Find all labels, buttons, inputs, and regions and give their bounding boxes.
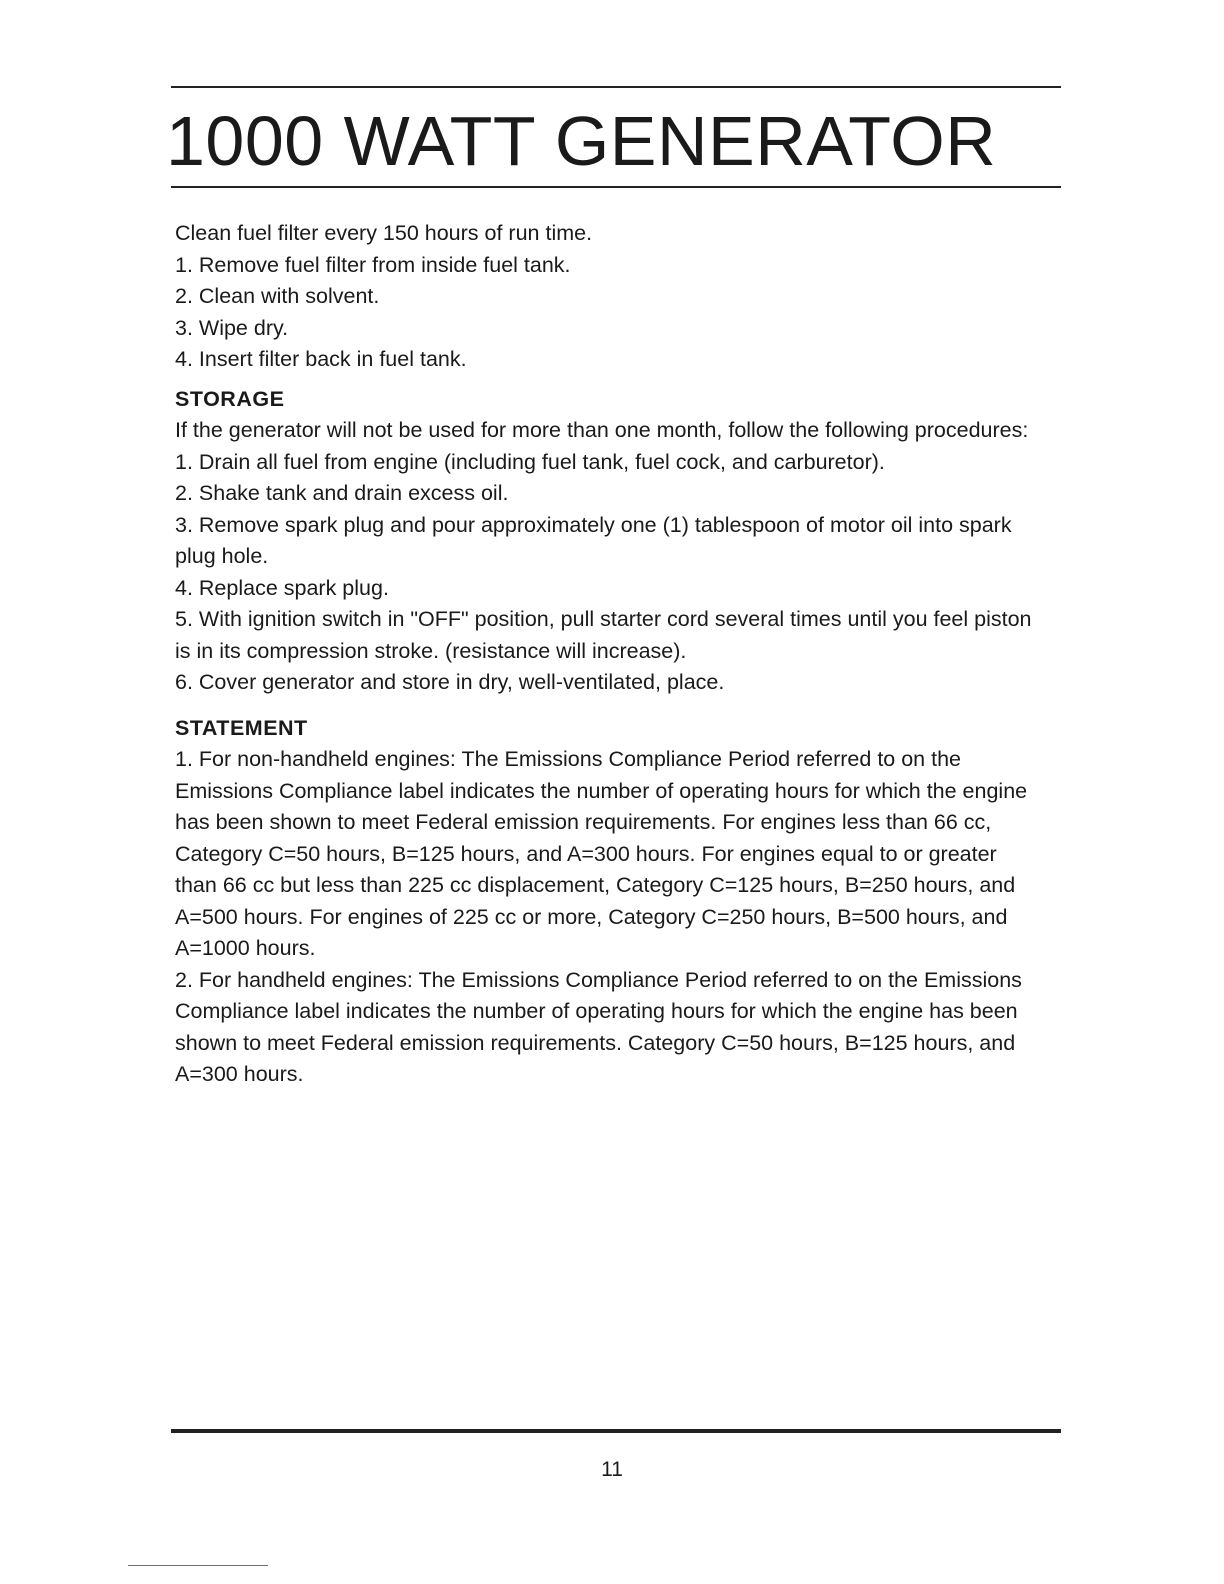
top-rule: [171, 86, 1061, 88]
storage-step: 2. Shake tank and drain excess oil.: [175, 481, 509, 505]
page-number: 11: [601, 1458, 623, 1481]
section-spacer: [175, 699, 1035, 705]
storage-section: [175, 384, 1035, 699]
statement-section: [175, 713, 1035, 1091]
statement-item: 2. For handheld engines: The Emissions Compliance Period referred to on the Emissions Compliance label indicates the number of operating hours for which the engine has been shown to meet Federal emission requirements. Category C=50 hours, B=125 hours, and A=300 hours.: [175, 967, 1022, 1086]
storage-step: 6. Cover generator and store in dry, well-ventilated, place.: [175, 670, 725, 694]
page-title: 1000 WATT GENERATOR: [166, 102, 997, 180]
fuel-filter-step: 1. Remove fuel filter from inside fuel tank.: [175, 252, 571, 277]
fuel-filter-section: [175, 218, 1035, 376]
corner-underline-mark: [128, 1565, 268, 1566]
storage-step: 5. With ignition switch in "OFF" position, pull starter cord several times until you feel piston is in its compression stroke. (resistance will increase).: [175, 607, 1032, 663]
statement-item: 1. For non-handheld engines: The Emissions Compliance Period referred to on the Emissions Compliance label indicates the number of operating hours for which the engine has been shown to meet Federal emission requirements. For engines less than 66 cc, Category C=50 hours, B=125 hours, and A=300 hours. For engines equal to or greater than 66 cc but less than 225 cc displacement, Category C=125 hours, B=250 hours, and A=500 hours. For engines of 225 cc or more, Category C=250 hours, B=500 hours, and A=1000 hours.: [175, 747, 1028, 960]
page-content: [175, 218, 1035, 1091]
fuel-filter-step: 4. Insert filter back in fuel tank.: [175, 347, 467, 371]
storage-step: 4. Replace spark plug.: [175, 575, 389, 600]
fuel-filter-intro: Clean fuel filter every 150 hours of run time.: [175, 221, 593, 245]
footer-rule: [171, 1429, 1061, 1433]
fuel-filter-step: 2. Clean with solvent.: [175, 284, 380, 308]
statement-heading: STATEMENT: [175, 715, 308, 740]
storage-intro: If the generator will not be used for more than one month, follow the following procedures:: [175, 418, 1029, 442]
fuel-filter-step: 3. Wipe dry.: [175, 315, 289, 340]
title-underline-rule: [171, 186, 1061, 188]
storage-step: 1. Drain all fuel from engine (including fuel tank, fuel cock, and carburetor).: [175, 449, 885, 474]
storage-step: 3. Remove spark plug and pour approximately one (1) tablespoon of motor oil into spark plug hole.: [175, 512, 1012, 568]
storage-heading: STORAGE: [175, 386, 285, 411]
